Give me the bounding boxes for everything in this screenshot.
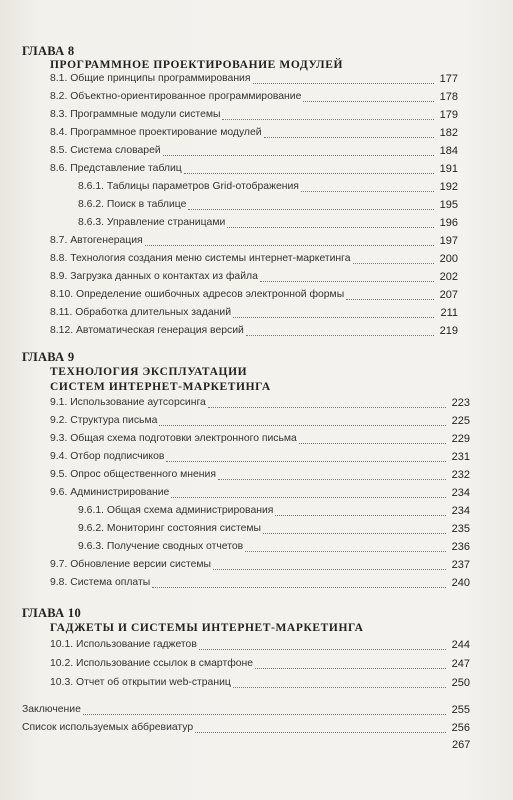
- toc-entry[interactable]: [50, 233, 458, 249]
- toc-entry-page: 234: [451, 487, 470, 499]
- toc-entry[interactable]: [50, 637, 470, 653]
- toc-entry[interactable]: [50, 449, 470, 465]
- leader-dots: [301, 191, 434, 192]
- leader-dots: [275, 515, 446, 516]
- toc-entry-text: 10.1. Использование гаджетов: [50, 639, 197, 650]
- toc-entry-text: 8.6.3. Управление страницами: [78, 217, 226, 228]
- toc-entry-page: 256: [451, 722, 470, 734]
- leader-dots: [246, 335, 434, 336]
- leader-dots: [346, 299, 434, 300]
- toc-entry-page: 250: [451, 677, 470, 689]
- leader-dots: [163, 155, 434, 156]
- toc-entry-page: 247: [451, 658, 470, 670]
- leader-dots: [199, 649, 446, 650]
- toc-entry-text: 8.7. Автогенерация: [50, 235, 143, 246]
- leader-dots: [299, 443, 446, 444]
- page-number: 267: [452, 739, 471, 751]
- toc-entry-text: 8.3. Программные модули системы: [50, 109, 221, 120]
- toc-entry[interactable]: [78, 197, 458, 213]
- toc-entry[interactable]: [78, 179, 458, 195]
- toc-entry-page: 244: [451, 639, 470, 651]
- toc-entry-conclusion[interactable]: [22, 702, 470, 718]
- toc-entry-page: 255: [451, 704, 470, 716]
- toc-entry-page: 182: [439, 127, 458, 139]
- toc-entry-page: 223: [451, 397, 470, 409]
- toc-entry-page: 207: [439, 289, 458, 301]
- toc-entry-abbreviations[interactable]: [22, 720, 470, 736]
- toc-entry[interactable]: [50, 575, 470, 591]
- toc-entry[interactable]: [50, 467, 470, 483]
- chapter-9-title-line-1: ТЕХНОЛОГИЯ ЭКСПЛУАТАЦИИ: [50, 366, 248, 378]
- leader-dots: [303, 101, 434, 102]
- toc-entry-page: 234: [451, 505, 470, 517]
- toc-entry-text: Список используемых аббревиатур: [22, 722, 194, 733]
- toc-entry-text: 8.8. Технология создания меню системы интернет-маркетинга: [50, 253, 351, 264]
- toc-entry-text: 9.5. Опрос общественного мнения: [50, 469, 216, 480]
- leader-dots: [233, 317, 434, 318]
- leader-dots: [145, 245, 434, 246]
- toc-entry-text: Заключение: [22, 704, 81, 715]
- toc-entry-text: 9.6.3. Получение сводных отчетов: [78, 541, 244, 552]
- leader-dots: [260, 281, 434, 282]
- leader-dots: [83, 714, 446, 715]
- toc-entry-text: 9.8. Система оплаты: [50, 577, 151, 588]
- toc-entry[interactable]: [50, 143, 458, 159]
- toc-entry-page: 177: [439, 73, 458, 85]
- toc-entry-page: 235: [451, 523, 470, 535]
- chapter-8-title: ПРОГРАММНОЕ ПРОЕКТИРОВАНИЕ МОДУЛЕЙ: [50, 59, 344, 71]
- leader-dots: [159, 425, 446, 426]
- toc-entry-text: 8.11. Обработка длительных заданий: [50, 307, 232, 318]
- toc-entry[interactable]: [50, 71, 458, 87]
- toc-entry[interactable]: [50, 431, 470, 447]
- chapter-10-title: ГАДЖЕТЫ И СИСТЕМЫ ИНТЕРНЕТ-МАРКЕТИНГА: [50, 622, 364, 634]
- toc-entry[interactable]: [50, 305, 458, 321]
- toc-entry-text: 8.10. Определение ошибочных адресов электронной формы: [50, 289, 345, 300]
- toc-entry-text: 8.6. Представление таблиц: [50, 163, 182, 174]
- toc-entry[interactable]: [50, 269, 458, 285]
- toc-entry-text: 8.5. Система словарей: [50, 145, 161, 156]
- toc-entry-text: 8.2. Объектно-ориентированное программирование: [50, 91, 302, 102]
- toc-entry-text: 9.7. Обновление версии системы: [50, 559, 211, 570]
- toc-entry[interactable]: [50, 161, 458, 177]
- toc-entry-page: 202: [439, 271, 458, 283]
- toc-entry-text: 9.6. Администрирование: [50, 487, 170, 498]
- leader-dots: [171, 497, 446, 498]
- toc-entry-text: 8.9. Загрузка данных о контактах из файла: [50, 271, 258, 282]
- leader-dots: [222, 119, 434, 120]
- toc-entry-page: 231: [451, 451, 470, 463]
- toc-entry-page: 196: [439, 217, 458, 229]
- toc-entry-page: 197: [439, 235, 458, 247]
- toc-entry[interactable]: [78, 215, 458, 231]
- leader-dots: [264, 137, 434, 138]
- chapter-8-label: ГЛАВА 8: [22, 44, 75, 58]
- toc-entry[interactable]: [50, 485, 470, 501]
- leader-dots: [184, 173, 434, 174]
- toc-entry-page: 232: [451, 469, 470, 481]
- toc-entry[interactable]: [78, 503, 470, 519]
- toc-entry[interactable]: [78, 539, 470, 555]
- toc-entry-page: 211: [440, 307, 458, 319]
- toc-entry[interactable]: [50, 395, 470, 411]
- toc-entry-page: 184: [439, 145, 458, 157]
- toc-entry-page: 179: [439, 109, 458, 121]
- leader-dots: [166, 461, 446, 462]
- toc-entry-text: 9.6.2. Мониторинг состояния системы: [78, 523, 262, 534]
- toc-entry[interactable]: [50, 413, 470, 429]
- toc-entry-page: 178: [439, 91, 458, 103]
- chapter-10-label: ГЛАВА 10: [22, 606, 82, 620]
- toc-entry[interactable]: [50, 323, 458, 339]
- toc-entry-text: 9.2. Структура письма: [50, 415, 158, 426]
- leader-dots: [152, 587, 446, 588]
- toc-entry-text: 8.4. Программное проектирование модулей: [50, 127, 262, 138]
- toc-entry[interactable]: [50, 107, 458, 123]
- toc-entry-text: 8.12. Автоматическая генерация версий: [50, 325, 244, 336]
- leader-dots: [353, 263, 434, 264]
- toc-entry-page: 236: [451, 541, 470, 553]
- toc-entry-text: 9.6.1. Общая схема администрирования: [78, 505, 274, 516]
- toc-entry-text: 9.1. Использование аутсорсинга: [50, 397, 206, 408]
- toc-entry[interactable]: [78, 521, 470, 537]
- toc-entry-page: 237: [451, 559, 470, 571]
- leader-dots: [253, 83, 435, 84]
- leader-dots: [255, 668, 446, 669]
- toc-entry-text: 10.3. Отчет об открытии web-страниц: [50, 677, 231, 688]
- chapter-9-label: ГЛАВА 9: [22, 350, 75, 364]
- leader-dots: [208, 407, 446, 408]
- toc-entry-page: 200: [439, 253, 458, 265]
- toc-entry-text: 9.4. Отбор подписчиков: [50, 451, 165, 462]
- toc-entry[interactable]: [50, 125, 458, 141]
- leader-dots: [263, 533, 446, 534]
- toc-entry[interactable]: [50, 675, 470, 691]
- toc-entry-page: 192: [439, 181, 458, 193]
- toc-entry[interactable]: [50, 251, 458, 267]
- leader-dots: [213, 569, 446, 570]
- leader-dots: [245, 551, 446, 552]
- toc-entry-page: 219: [439, 325, 458, 337]
- toc-entry[interactable]: [50, 557, 470, 573]
- leader-dots: [227, 227, 434, 228]
- toc-entry-text: 8.6.1. Таблицы параметров Grid-отображения: [78, 181, 299, 192]
- toc-entry-page: 195: [439, 199, 458, 211]
- toc-entry-text: 8.6.2. Поиск в таблице: [78, 199, 187, 210]
- chapter-9-title-line-2: СИСТЕМ ИНТЕРНЕТ-МАРКЕТИНГА: [50, 381, 271, 393]
- toc-entry[interactable]: [50, 89, 458, 105]
- toc-entry-text: 8.1. Общие принципы программирования: [50, 73, 251, 84]
- toc-entry-page: 240: [451, 577, 470, 589]
- leader-dots: [233, 687, 446, 688]
- toc-entry-text: 10.2. Использование ссылок в смартфоне: [50, 658, 254, 669]
- toc-entry-text: 9.3. Общая схема подготовки электронного письма: [50, 433, 297, 444]
- toc-entry[interactable]: [50, 287, 458, 303]
- toc-entry-page: 225: [451, 415, 470, 427]
- leader-dots: [195, 732, 446, 733]
- toc-entry[interactable]: [50, 656, 470, 672]
- toc-entry-page: 191: [439, 163, 458, 175]
- leader-dots: [188, 209, 434, 210]
- toc-entry-page: 229: [451, 433, 470, 445]
- leader-dots: [218, 479, 446, 480]
